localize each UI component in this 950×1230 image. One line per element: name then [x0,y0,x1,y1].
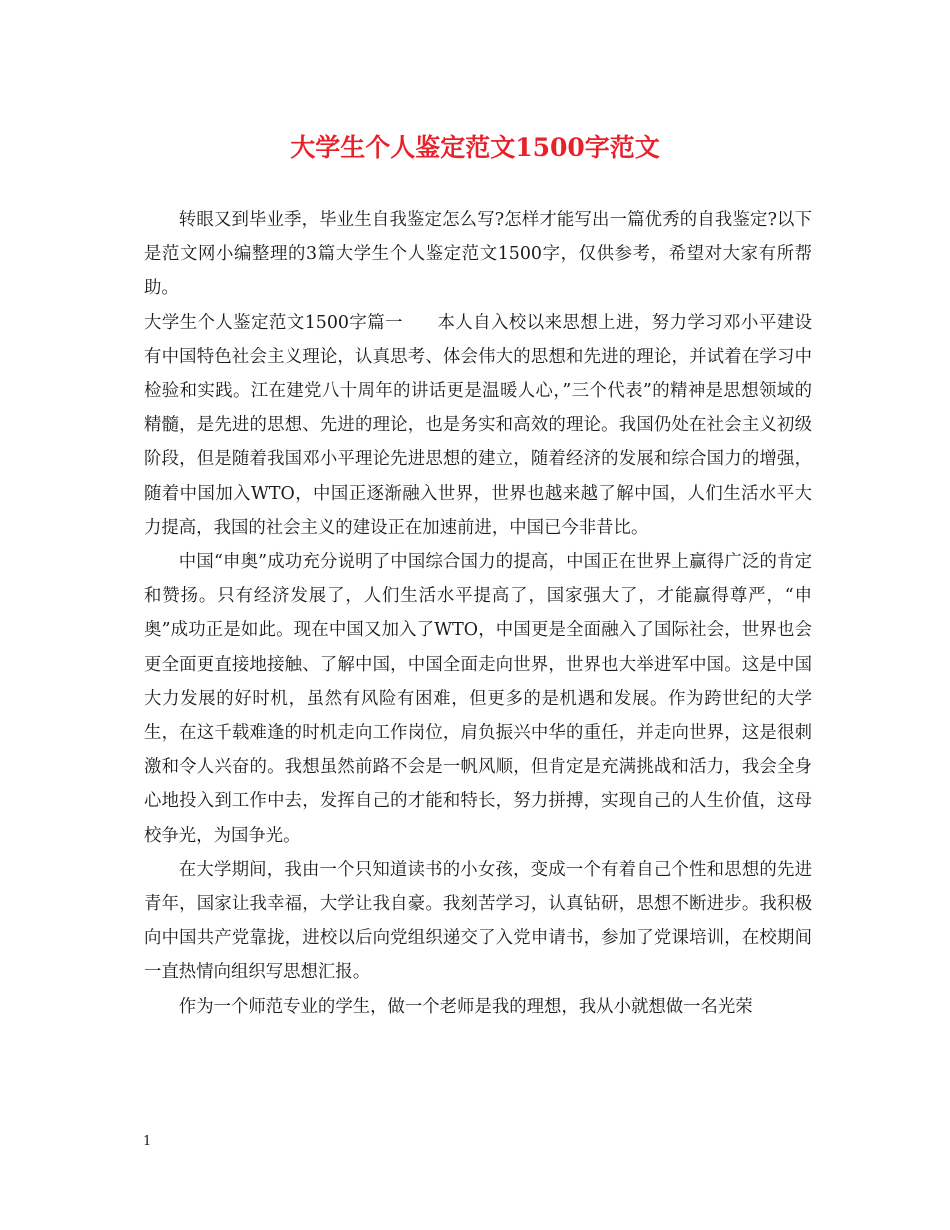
document-body [144,203,812,1024]
section-heading: 大学生个人鉴定范文1500字篇一 [144,312,403,333]
page-number: 1 [143,1134,152,1149]
section-paragraph [144,306,812,545]
body-paragraph-university: 在大学期间，我由一个只知道读书的小女孩，变成一个有着自己个性和思想的先进青年，国家让我幸福，大学让我自豪。我刻苦学习，认真钻研，思想不断进步。我积极向中国共产党靠拢，进校以后向党组织递交了入党申请书，参加了党课培训，在校期间一直热情向组织写思想汇报。 [144,859,812,983]
body-paragraph-teacher: 作为一个师范专业的学生，做一个老师是我的理想，我从小就想做一名光荣 [178,996,753,1017]
document-title: 大学生个人鉴定范文1500字范文 [290,133,660,162]
intro-paragraph: 转眼又到毕业季，毕业生自我鉴定怎么写?怎样才能写出一篇优秀的自我鉴定?以下是范文网小编整理的3篇大学生个人鉴定范文1500字，仅供参考，希望对大家有所帮助。 [144,210,812,299]
section-text: 本人自入校以来思想上进，努力学习邓小平建设有中国特色社会主义理论，认真思考、体会伟大的思想和先进的理论，并试着在学习中检验和实践。江在建党八十周年的讲话更是温暖人心，”三个代表”的精神是思想领域的精髓，是先进的思想、先进的理论，也是务实和高效的理论。我国仍处在社会主义初级阶段，但是随着我国邓小平理论先进思想的建立，随着经济的发展和综合国力的增强，随着中国加入WTO，中国正逐渐融入世界，世界也越来越了解中国，人们生活水平大力提高，我国的社会主义的建设正在加速前进，中国已今非昔比。 [144,312,812,538]
body-paragraph-olympics: 中国“申奥”成功充分说明了中国综合国力的提高，中国正在世界上赢得广泛的肯定和赞扬。只有经济发展了，人们生活水平提高了，国家强大了，才能赢得尊严，“申奥”成功正是如此。现在中国又加入了WTO，中国更是全面融入了国际社会，世界也会更全面更直接地接触、了解中国，中国全面走向世界，世界也大举进军中国。这是中国大力发展的好时机，虽然有风险有困难，但更多的是机遇和发展。作为跨世纪的大学生，在这千载难逢的时机走向工作岗位，肩负振兴中华的重任，并走向世界，这是很刺激和令人兴奋的。我想虽然前路不会是一帆风顺，但肯定是充满挑战和活力，我会全身心地投入到工作中去，发挥自己的才能和特长，努力拼搏，实现自己的人生价值，这母校争光，为国争光。 [144,552,812,846]
